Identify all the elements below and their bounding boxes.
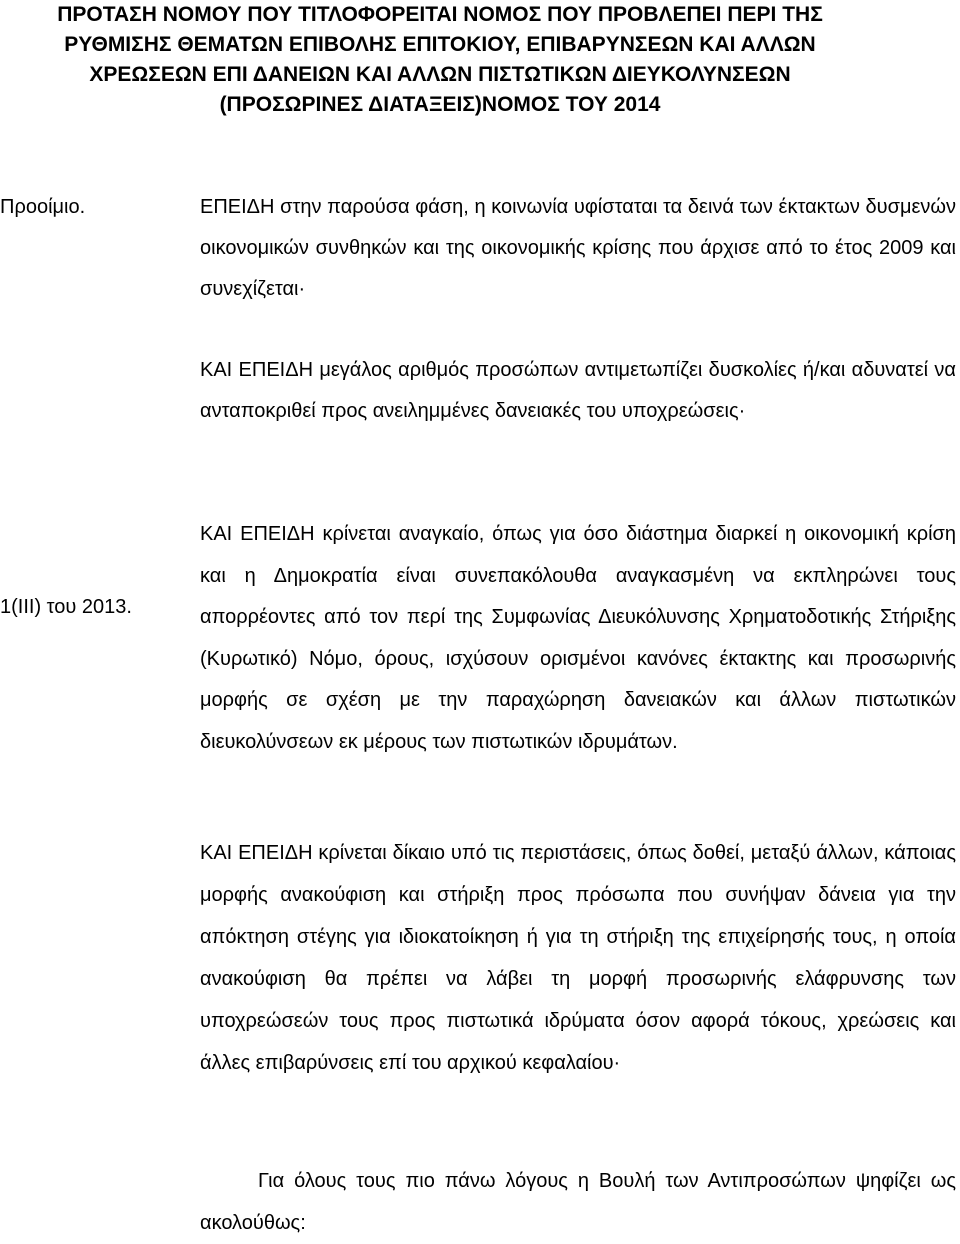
preamble-label: Προοίμιο.: [0, 196, 86, 218]
enacting-clause: Για όλους τους πιο πάνω λόγους η Βουλή των Αντιπροσώπων ψηφίζει ως ακολούθως:: [200, 1170, 956, 1234]
preamble-paragraph-2: ΚΑΙ ΕΠΕΙΔΗ μεγάλος αριθμός προσώπων αντιμετωπίζει δυσκολίες ή/και αδυνατεί να ανταποκριθεί προς ανειλημμένες δανειακές του υποχρεώσεις·: [200, 359, 956, 422]
preamble-paragraph-1: ΕΠΕΙΔΗ στην παρούσα φάση, η κοινωνία υφίσταται τα δεινά των έκτακτων δυσμενών οικονομικών συνθηκών και της οικονομικής κρίσης που άρχισε από το έτος 2009 και συνεχίζεται·: [200, 196, 956, 300]
preamble-paragraph-4: ΚΑΙ ΕΠΕΙΔΗ κρίνεται δίκαιο υπό τις περιστάσεις, όπως δοθεί, μεταξύ άλλων, κάποιας μορφής ανακούφιση και στήριξη προς πρόσωπα που συνήψαν δάνεια για την απόκτηση στέγης για ιδιοκατοίκηση ή για τη στήριξη της επιχείρησής τους, η οποία ανακούφιση θα πρέπει να λάβει τη μορφή προσωρινής ελάφρυνσης των υποχρεώσεών τους προς πιστωτικά ιδρύματα όσον αφορά τόκους, χρεώσεις και άλλες επιβαρύνσεις επί του αρχικού κεφαλαίου·: [200, 842, 956, 1074]
preamble-paragraph-3: ΚΑΙ ΕΠΕΙΔΗ κρίνεται αναγκαίο, όπως για όσο διάστημα διαρκεί η οικονομική κρίση και η Δημοκρατία είναι συνεπακόλουθα αναγκασμένη να εκπληρώνει τους απορρέοντες από τον περί της Συμφωνίας Διευκόλυνσης Χρηματοδοτικής Στήριξης (Κυρωτικό) Νόμο, όρους, ισχύσουν ορισμένοι κανόνες έκτακτης και προσωρινής μορφής σε σχέση με την παραχώρηση δανειακών και άλλων πιστωτικών διευκολύνσεων εκ μέρους των πιστωτικών ιδρυμάτων.: [200, 523, 956, 753]
document-title: ΠΡΟΤΑΣΗ ΝΟΜΟΥ ΠΟΥ ΤΙΤΛΟΦΟΡΕΙΤΑΙ ΝΟΜΟΣ ΠΟΥ ΠΡΟΒΛΕΠΕΙ ΠΕΡΙ ΤΗΣ ΡΥΘΜΙΣΗΣ ΘΕΜΑΤΩΝ ΕΠΙΒΟΛΗΣ ΕΠΙΤΟΚΙΟΥ, ΕΠΙΒΑΡΥΝΣΕΩΝ ΚΑΙ ΑΛΛΩΝ ΧΡΕΩΣΕΩΝ ΕΠΙ ΔΑΝΕΙΩΝ ΚΑΙ ΑΛΛΩΝ ΠΙΣΤΩΤΙΚΩΝ ΔΙΕΥΚΟΛΥΝΣΕΩΝ (ΠΡΟΣΩΡΙΝΕΣ ΔΙΑΤΑΞΕΙΣ)ΝΟΜΟΣ ΤΟΥ 2014: [57, 3, 823, 116]
margin-note-law-reference: 1(ΙΙΙ) του 2013.: [0, 596, 132, 618]
